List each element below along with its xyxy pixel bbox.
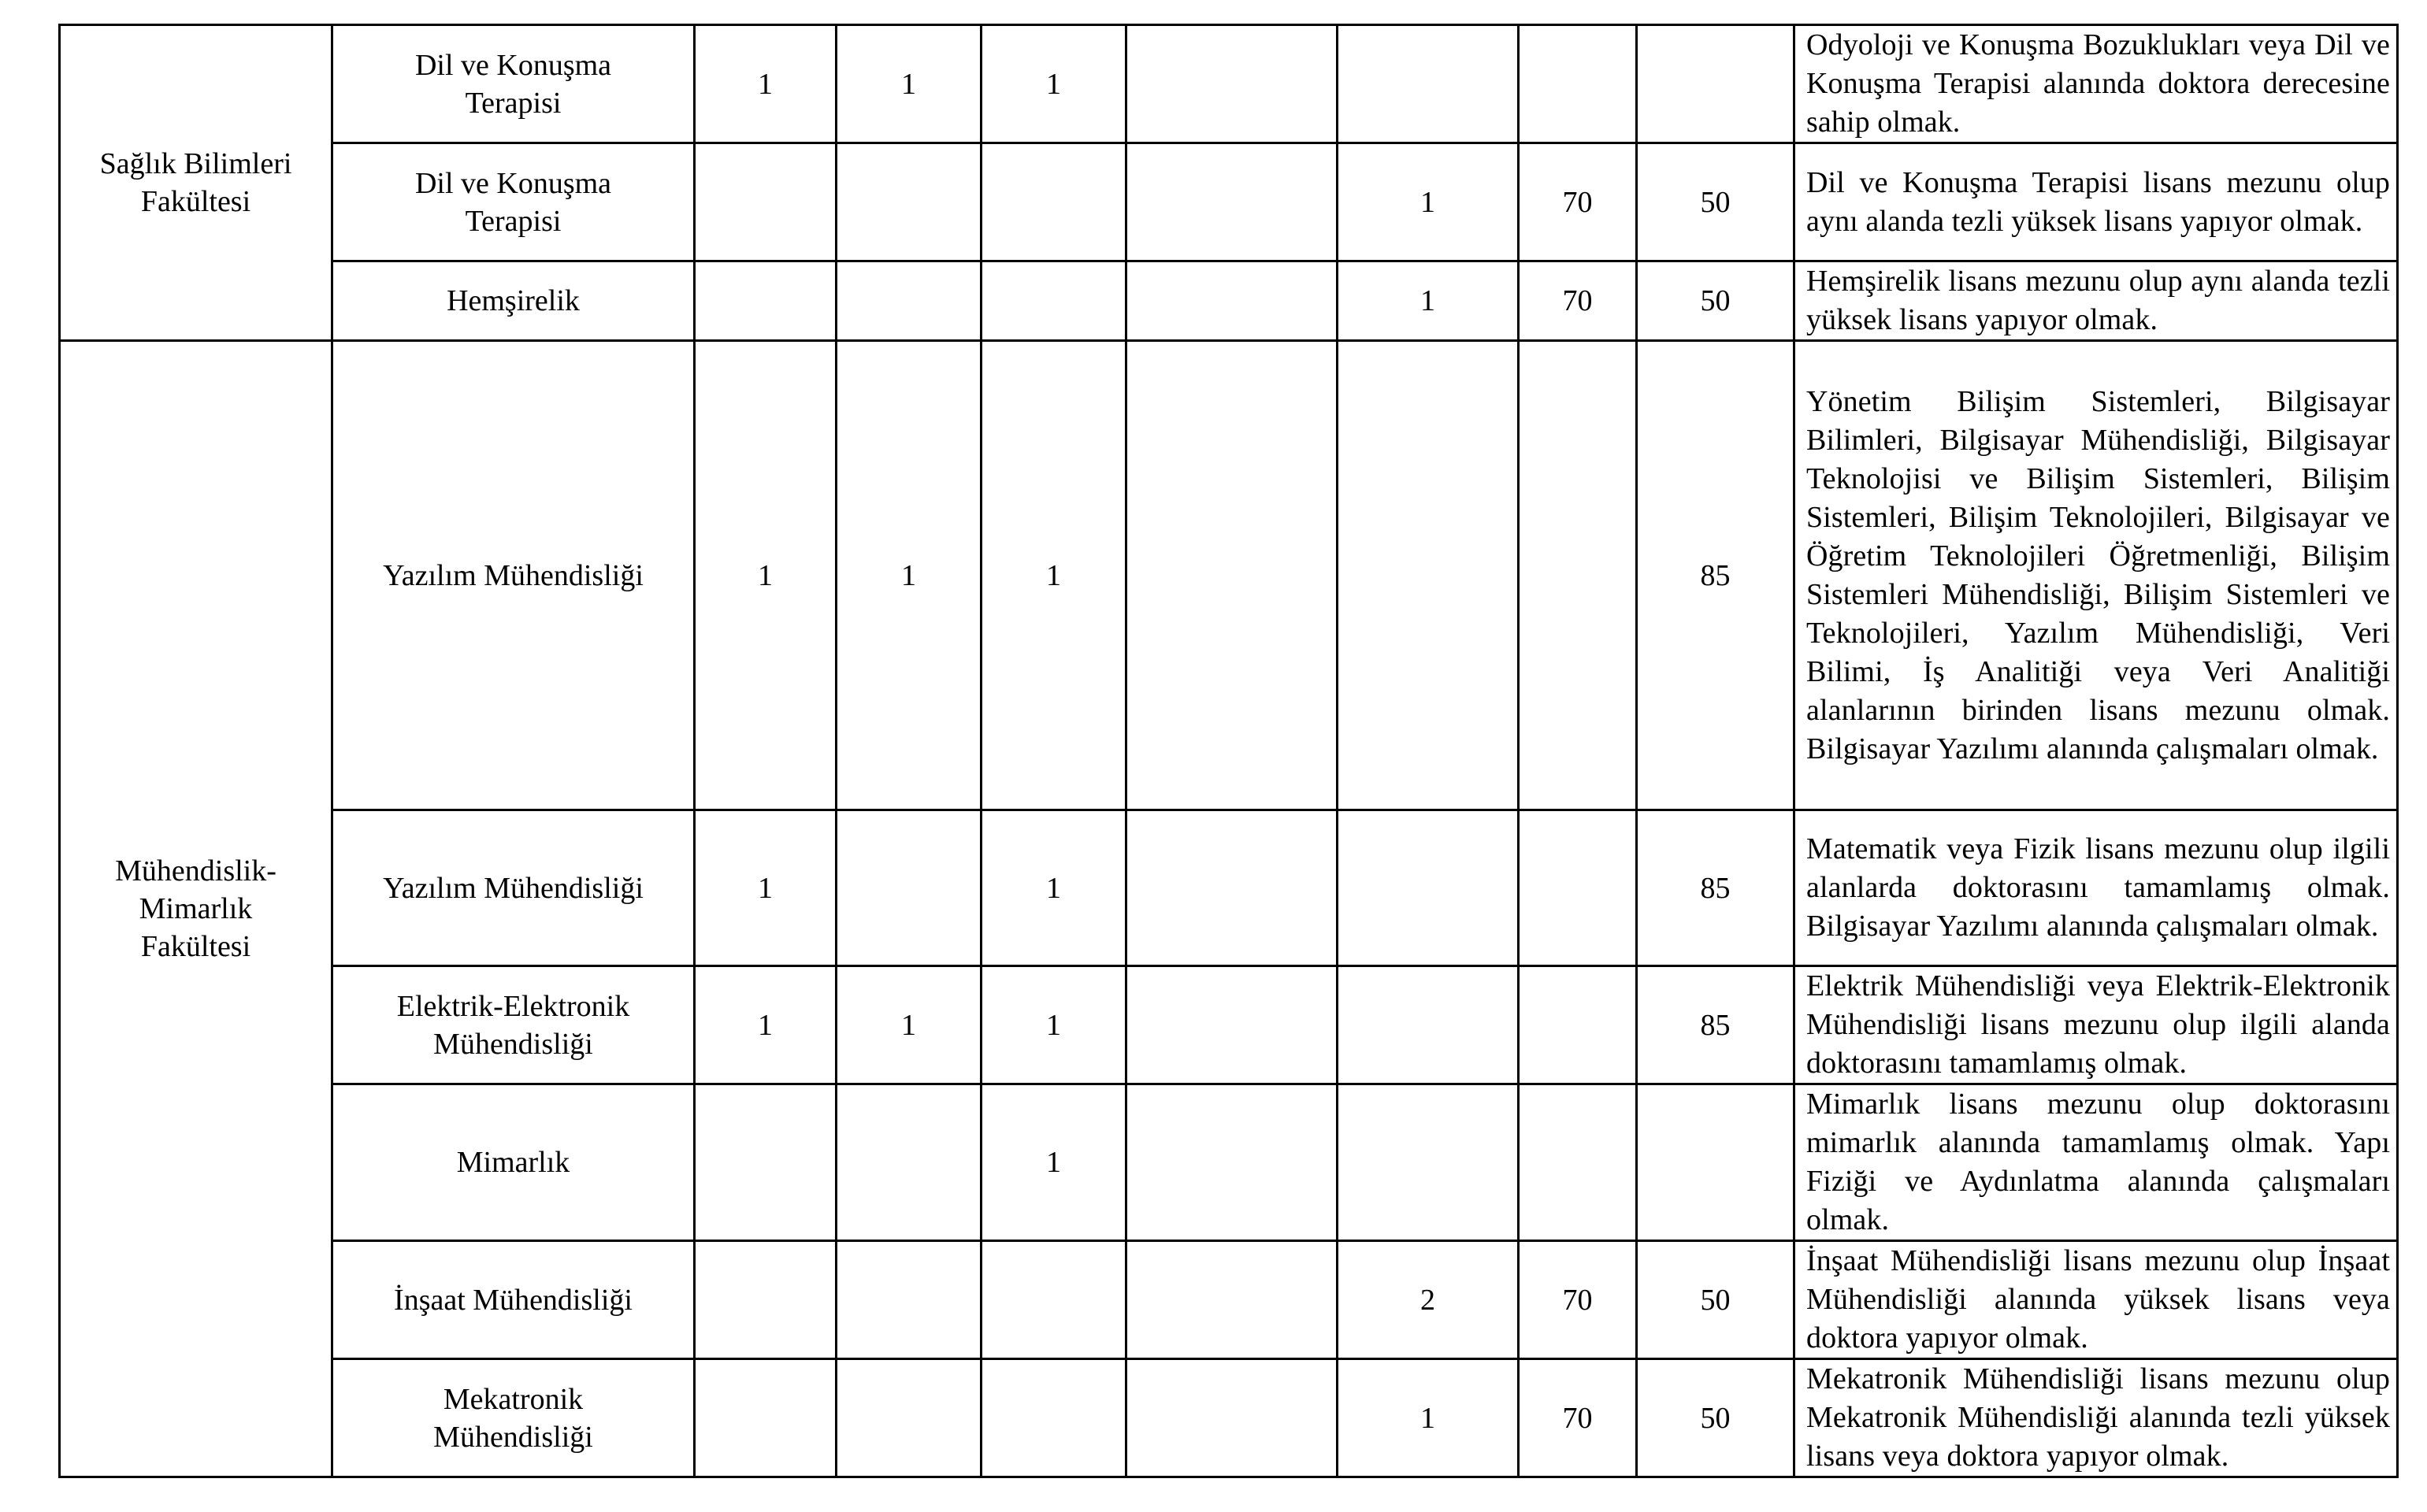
table-row: [60, 261, 2398, 341]
professor-count: [695, 1084, 837, 1241]
faculty-cell: [60, 341, 332, 1477]
department-cell: [332, 810, 695, 966]
department-name: Dil ve Konuşma Terapisi: [414, 166, 612, 238]
table-row: [60, 810, 2398, 966]
department-cell: [332, 341, 695, 810]
language-score: 85: [1637, 810, 1794, 966]
lecturer-count: [1338, 810, 1519, 966]
assistant-count: 1: [982, 1084, 1126, 1241]
language-score: 50: [1637, 1241, 1794, 1359]
assistant-count: 1: [982, 810, 1126, 966]
assistant-count: [982, 261, 1126, 341]
assistant-count: [982, 1359, 1126, 1477]
assistant-count: [982, 143, 1126, 261]
associate-count: [837, 810, 982, 966]
table-row: [60, 966, 2398, 1084]
department-cell: [332, 143, 695, 261]
language-score: [1637, 1084, 1794, 1241]
assistant-count: [982, 1241, 1126, 1359]
language-score: 50: [1637, 143, 1794, 261]
department-cell: [332, 261, 695, 341]
department-name: Yazılım Mühendisliği: [383, 558, 644, 592]
department-name: Mimarlık: [456, 1146, 570, 1179]
associate-count: 1: [837, 341, 982, 810]
assistant-count: 1: [982, 966, 1126, 1084]
ales-score: [1519, 341, 1637, 810]
lecturer-count: [1338, 341, 1519, 810]
empty-col: [1126, 810, 1338, 966]
language-score: 50: [1637, 261, 1794, 341]
requirement-text: Yönetim Bilişim Sistemleri, Bilgisayar Bilimleri, Bilgisayar Mühendisliği, Bilgisayar Teknolojisi ve Bilişim Sistemleri, Bilişim Sistemleri, Bilişim Teknolojileri, Bilgisayar ve Öğretim Teknolojileri Öğretmenliği, Bilişim Sistemleri Mühendisliği, Bilişim Sistemleri ve Teknolojileri, Yazılım Mühendisliği, Veri Bilimi, İş Analitiği veya Veri Analitiği alanlarının birinden lisans mezunu olmak. Bilgisayar Yazılımı alanında çalışmaları olmak.: [1794, 341, 2398, 810]
professor-count: 1: [695, 25, 837, 143]
assistant-count: 1: [982, 341, 1126, 810]
ales-score: [1519, 966, 1637, 1084]
department-cell: [332, 25, 695, 143]
ales-score: 70: [1519, 143, 1637, 261]
table-row: [60, 143, 2398, 261]
ales-score: [1519, 810, 1637, 966]
requirement-text: Matematik veya Fizik lisans mezunu olup ilgili alanlarda doktorasını tamamlamış olmak. Bilgisayar Yazılımı alanında çalışmaları olmak.: [1794, 810, 2398, 966]
requirement-text: Hemşirelik lisans mezunu olup aynı alanda tezli yüksek lisans yapıyor olmak.: [1794, 261, 2398, 341]
lecturer-count: [1338, 966, 1519, 1084]
lecturer-count: 1: [1338, 143, 1519, 261]
assistant-count: 1: [982, 25, 1126, 143]
language-score: 85: [1637, 966, 1794, 1084]
language-score: [1637, 25, 1794, 143]
department-cell: [332, 1359, 695, 1477]
ales-score: 70: [1519, 1241, 1637, 1359]
table-row: [60, 25, 2398, 143]
professor-count: [695, 143, 837, 261]
associate-count: [837, 143, 982, 261]
ales-score: [1519, 1084, 1637, 1241]
requirement-text: İnşaat Mühendisliği lisans mezunu olup İnşaat Mühendisliği alanında yüksek lisans veya doktora yapıyor olmak.: [1794, 1241, 2398, 1359]
requirement-text: Elektrik Mühendisliği veya Elektrik-Elektronik Mühendisliği lisans mezunu olup ilgili alanda doktorasını tamamlamış olmak.: [1794, 966, 2398, 1084]
department-name: Hemşirelik: [447, 284, 580, 317]
associate-count: [837, 1241, 982, 1359]
department-name: Elektrik-Elektronik Mühendisliği: [396, 989, 630, 1061]
department-name: İnşaat Mühendisliği: [394, 1283, 633, 1317]
faculty-name: Mühendislik-Mimarlık Fakültesi: [115, 854, 276, 963]
lecturer-count: [1338, 25, 1519, 143]
empty-col: [1126, 25, 1338, 143]
staff-positions-table: [58, 24, 2399, 1478]
empty-col: [1126, 143, 1338, 261]
department-cell: [332, 966, 695, 1084]
empty-col: [1126, 341, 1338, 810]
table-row: [60, 1084, 2398, 1241]
department-name: Yazılım Mühendisliği: [383, 871, 644, 905]
professor-count: [695, 261, 837, 341]
faculty-name: Sağlık Bilimleri Fakültesi: [99, 147, 292, 218]
associate-count: [837, 261, 982, 341]
empty-col: [1126, 261, 1338, 341]
professor-count: [695, 1359, 837, 1477]
language-score: 50: [1637, 1359, 1794, 1477]
table-row: [60, 1359, 2398, 1477]
professor-count: [695, 1241, 837, 1359]
empty-col: [1126, 1359, 1338, 1477]
professor-count: 1: [695, 966, 837, 1084]
department-cell: [332, 1241, 695, 1359]
associate-count: 1: [837, 25, 982, 143]
professor-count: 1: [695, 810, 837, 966]
empty-col: [1126, 966, 1338, 1084]
empty-col: [1126, 1084, 1338, 1241]
lecturer-count: 2: [1338, 1241, 1519, 1359]
table-row: [60, 341, 2398, 810]
department-name: Mekatronik Mühendisliği: [433, 1382, 593, 1454]
empty-col: [1126, 1241, 1338, 1359]
lecturer-count: [1338, 1084, 1519, 1241]
table-row: [60, 1241, 2398, 1359]
requirement-text: Mimarlık lisans mezunu olup doktorasını mimarlık alanında tamamlamış olmak. Yapı Fiziği ve Aydınlatma alanında çalışmaları olmak.: [1794, 1084, 2398, 1241]
professor-count: 1: [695, 341, 837, 810]
ales-score: 70: [1519, 1359, 1637, 1477]
language-score: 85: [1637, 341, 1794, 810]
lecturer-count: 1: [1338, 1359, 1519, 1477]
associate-count: [837, 1359, 982, 1477]
associate-count: [837, 1084, 982, 1241]
associate-count: 1: [837, 966, 982, 1084]
ales-score: 70: [1519, 261, 1637, 341]
ales-score: [1519, 25, 1637, 143]
requirement-text: Mekatronik Mühendisliği lisans mezunu olup Mekatronik Mühendisliği alanında tezli yüksek lisans veya doktora yapıyor olmak.: [1794, 1359, 2398, 1477]
department-cell: [332, 1084, 695, 1241]
requirement-text: Dil ve Konuşma Terapisi lisans mezunu olup aynı alanda tezli yüksek lisans yapıyor olmak.: [1794, 143, 2398, 261]
department-name: Dil ve Konuşma Terapisi: [414, 48, 612, 120]
requirement-text: Odyoloji ve Konuşma Bozuklukları veya Dil ve Konuşma Terapisi alanında doktora derecesine sahip olmak.: [1794, 25, 2398, 143]
faculty-cell: [60, 25, 332, 341]
lecturer-count: 1: [1338, 261, 1519, 341]
